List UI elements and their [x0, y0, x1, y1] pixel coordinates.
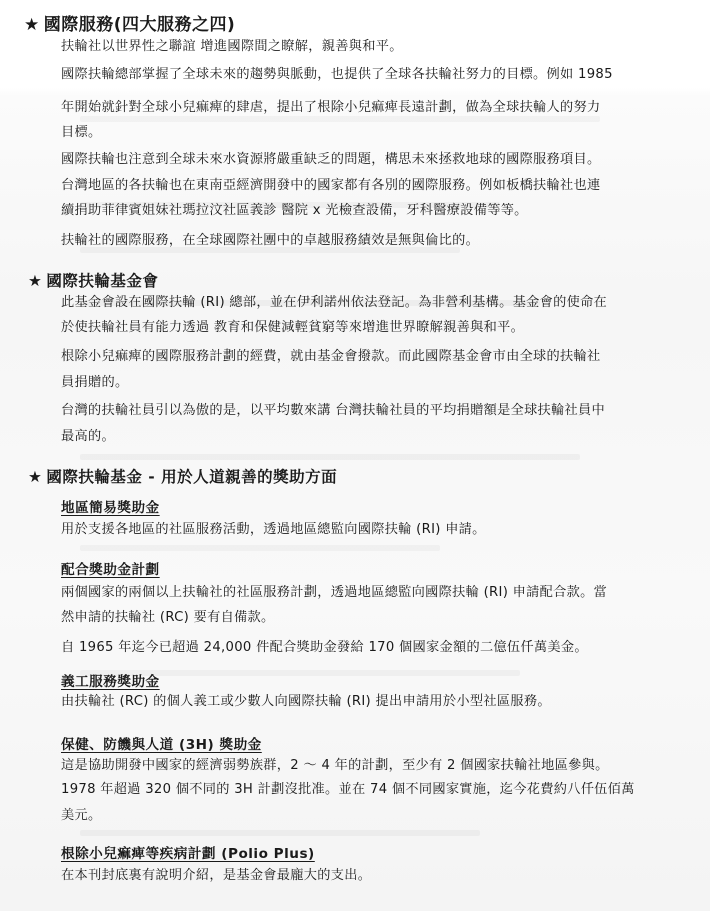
bleed-through-mark	[80, 545, 440, 551]
paragraph-line: 台灣的扶輪社員引以為傲的是，以平均數來講 台灣扶輪社員的平均捐贈額是全球扶輪社員中	[61, 403, 605, 418]
paragraph-line: 年開始就針對全球小兒痲痺的肆虐，提出了根除小兒痲痺長遠計劃，做為全球扶輪人的努力	[61, 100, 601, 115]
paragraph-line: 員捐贈的。	[61, 375, 129, 390]
paragraph-line: 國際扶輪也注意到全球未來水資源將嚴重缺乏的問題，構思未來拯救地球的國際服務項目。	[61, 152, 601, 167]
paragraph-line: 兩個國家的兩個以上扶輪社的社區服務計劃，透過地區總監向國際扶輪 (RI) 申請配合款。當	[61, 585, 608, 600]
section-international-service-title	[24, 10, 235, 35]
paragraph-line: 然申請的扶輪社 (RC) 要有自備款。	[61, 610, 275, 625]
subheading-3h-grant: 保健、防饑與人道 (3H) 獎助金	[61, 737, 262, 753]
paragraph-line: 最高的。	[61, 429, 115, 444]
star-icon: ★	[28, 468, 43, 486]
paragraph-line: 這是協助開發中國家的經濟弱勢族群，2 ～ 4 年的計劃，至少有 2 個國家扶輪社地區參與。	[61, 758, 609, 773]
paragraph-line: 美元。	[61, 808, 102, 823]
subheading-matching-grant: 配合獎助金計劃	[61, 562, 160, 578]
paragraph-line: 台灣地區的各扶輪也在東南亞經濟開發中的國家都有各別的國際服務。例如板橋扶輪社也連	[61, 178, 601, 193]
subheading-polio-plus: 根除小兒痲痺等疾病計劃 (Polio Plus)	[61, 846, 315, 862]
paragraph-line: 在本刊封底裏有說明介紹，是基金會最龐大的支出。	[61, 868, 372, 883]
section-foundation-grants-title	[28, 465, 337, 487]
paragraph-line: 於使扶輪社員有能力透過 教育和保健減輕貧窮等來增進世界瞭解親善與和平。	[61, 320, 525, 335]
section-title-text: 國際扶輪基金會	[46, 272, 159, 290]
paragraph-line: 根除小兒痲痺的國際服務計劃的經費，就由基金會撥款。而此國際基金會市由全球的扶輪社	[61, 349, 601, 364]
paragraph-line: 國際扶輪總部掌握了全球未來的趨勢與脈動，也提供了全球各扶輪社努力的目標。例如 1985	[61, 67, 613, 82]
paragraph-line: 目標。	[61, 125, 102, 140]
paragraph-line: 由扶輪社 (RC) 的個人義工或少數人向國際扶輪 (RI) 提出申請用於小型社區服務。	[61, 694, 551, 709]
bleed-through-mark	[80, 454, 580, 460]
paragraph-line: 自 1965 年迄今已超過 24,000 件配合獎助金發給 170 個國家金額的二億伍仟萬美金。	[61, 640, 588, 655]
star-icon: ★	[24, 15, 40, 35]
subheading-district-simplified-grant: 地區簡易獎助金	[61, 500, 160, 516]
section-rotary-foundation-title	[28, 269, 158, 291]
paragraph-line: 此基金會設在國際扶輪 (RI) 總部，並在伊利諾州依法登記。為非營利基構。基金會的使命在	[61, 295, 608, 310]
paragraph-line: 扶輪社的國際服務，在全球國際社團中的卓越服務績效是無與倫比的。	[61, 233, 480, 248]
star-icon: ★	[28, 272, 43, 290]
paragraph-line: 續捐助菲律賓姐妹社瑪拉汶社區義診 醫院 x 光檢查設備，牙科醫療設備等等。	[61, 203, 528, 218]
paragraph-line: 扶輪社以世界性之聯誼 增進國際間之瞭解，親善與和平。	[61, 39, 403, 54]
paragraph-line: 1978 年超過 320 個不同的 3H 計劃沒批准。並在 74 個不同國家實施，迄今花費約八仟伍佰萬	[61, 782, 635, 797]
paragraph-line: 用於支援各地區的社區服務活動，透過地區總監向國際扶輪 (RI) 申請。	[61, 522, 486, 537]
section-title-text: 國際服務(四大服務之四)	[43, 15, 236, 35]
bleed-through-mark	[80, 830, 480, 836]
section-title-text: 國際扶輪基金 - 用於人道親善的獎助方面	[46, 468, 338, 486]
subheading-volunteer-service-grant: 義工服務獎助金	[61, 674, 160, 690]
